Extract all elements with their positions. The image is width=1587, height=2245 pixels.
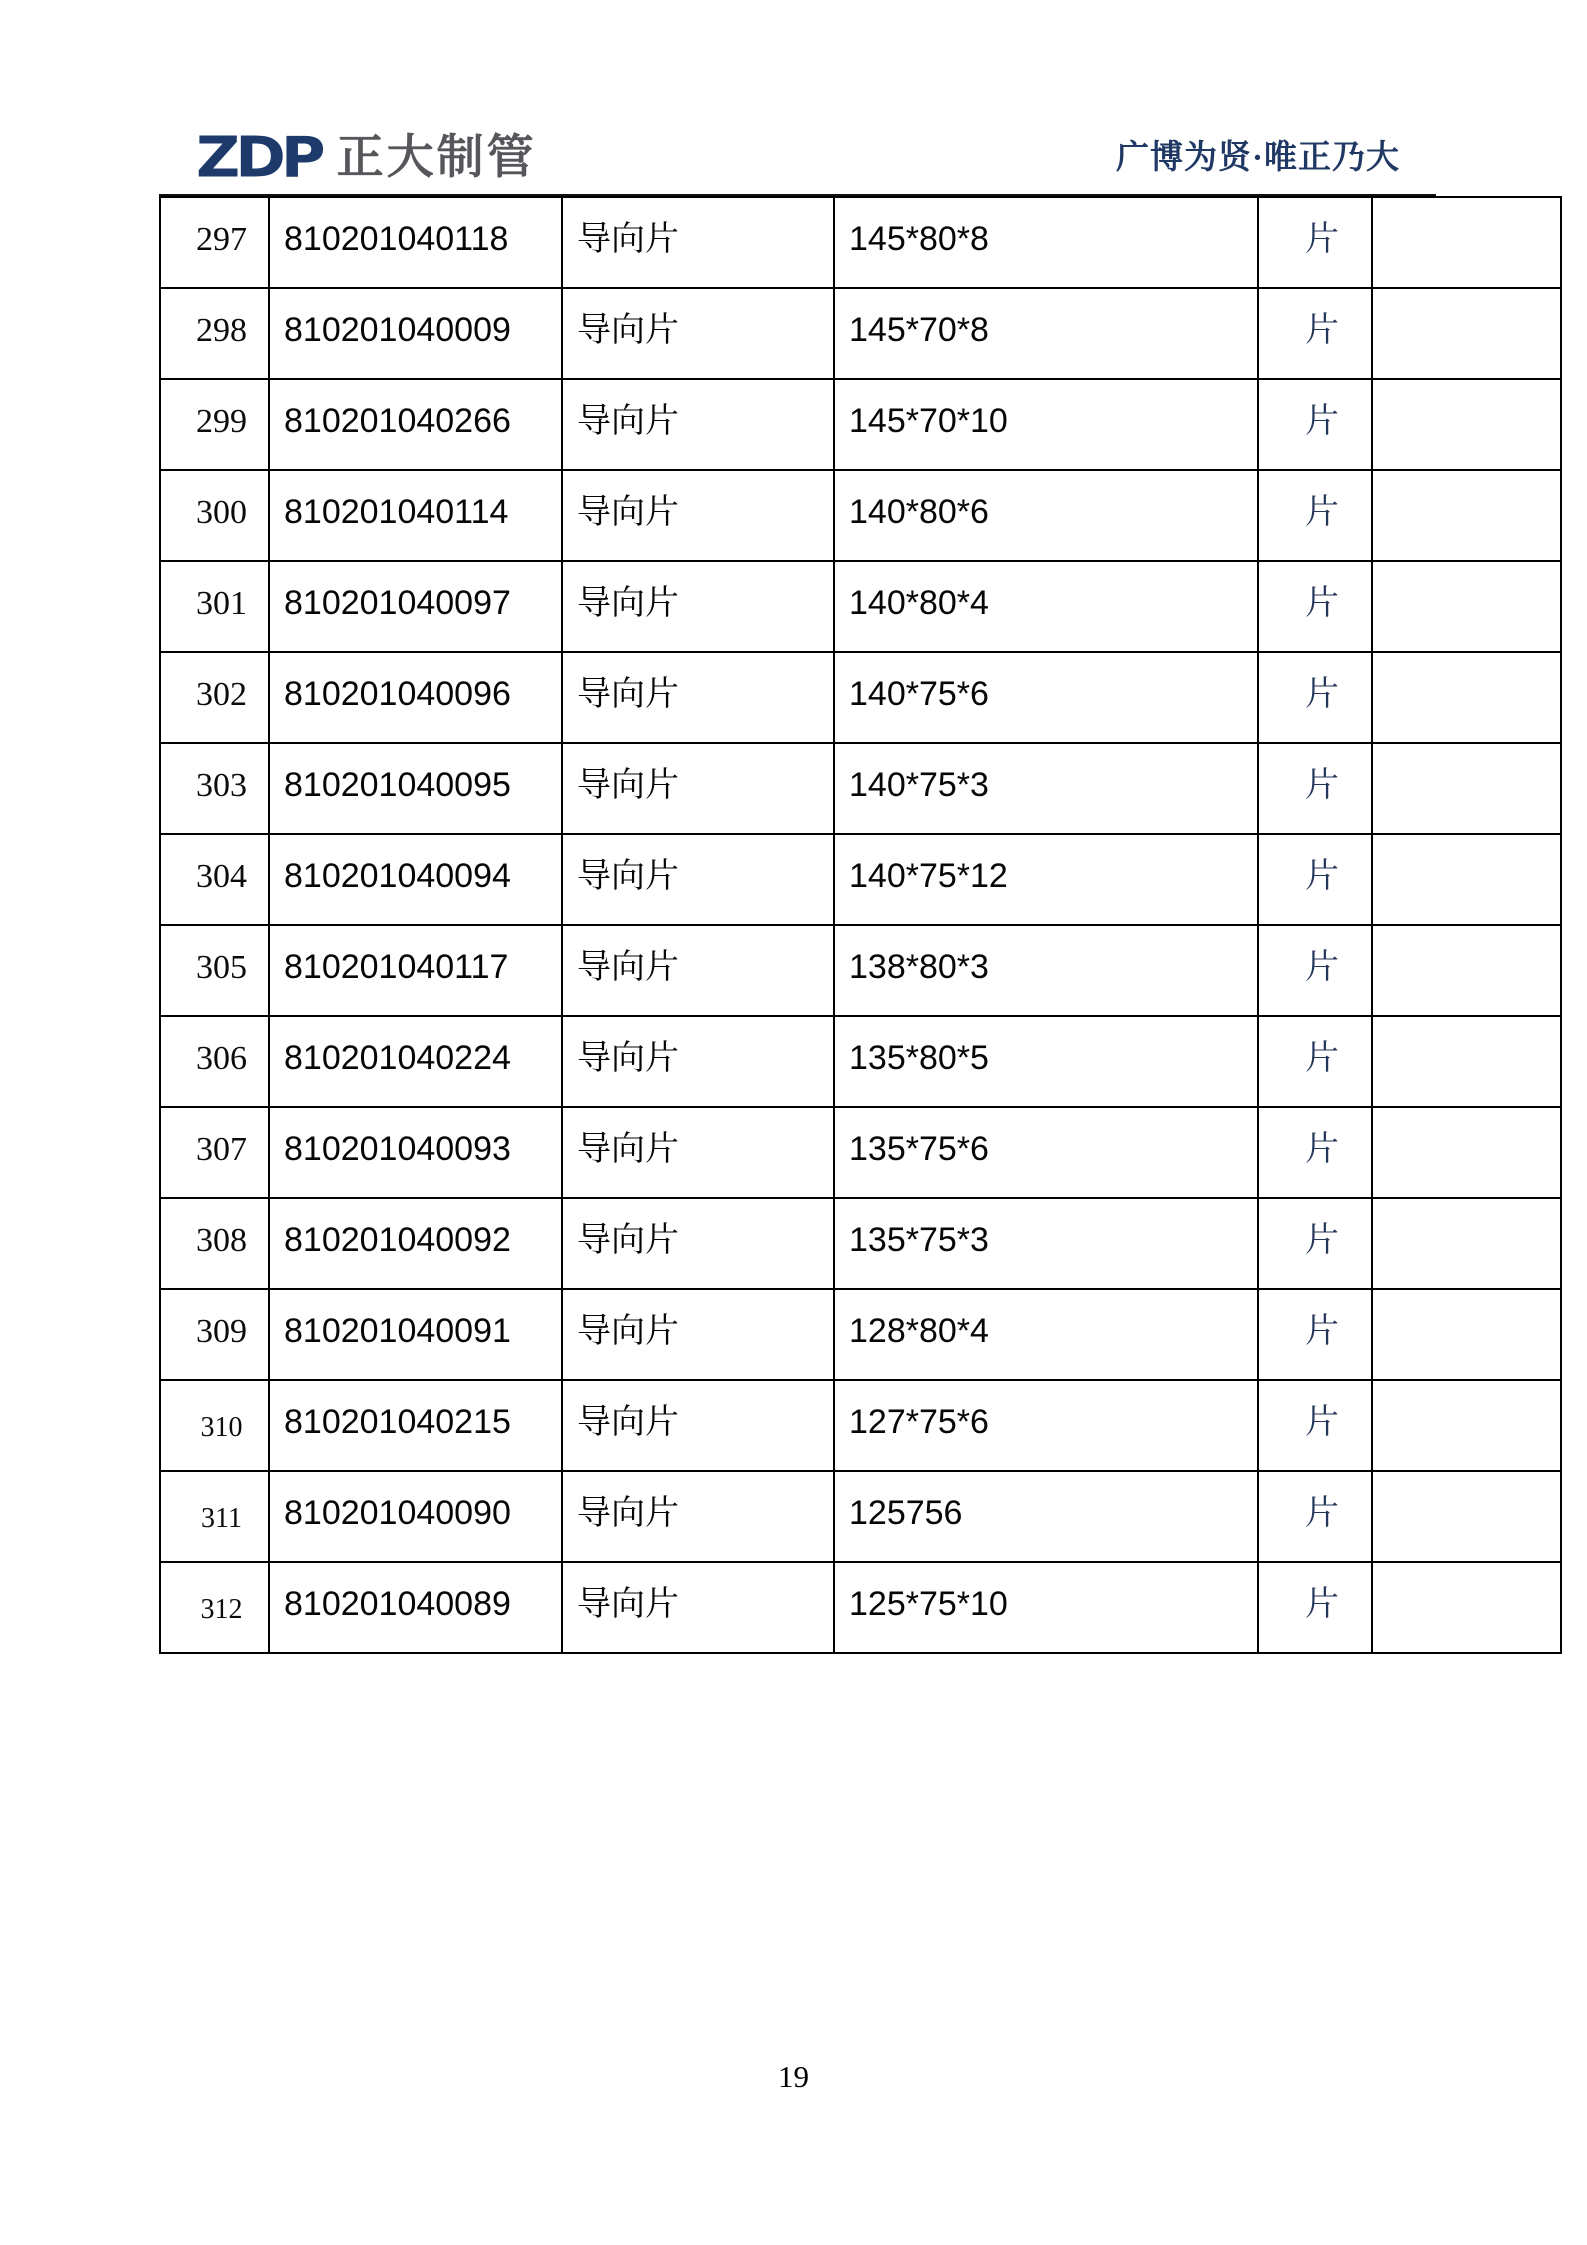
- unit-cell: 片: [1258, 834, 1372, 925]
- part-name-cell: 导向片: [562, 925, 834, 1016]
- spec-cell: 140*75*12: [834, 834, 1258, 925]
- part-name-cell: 导向片: [562, 1289, 834, 1380]
- spec-cell: 125756: [834, 1471, 1258, 1562]
- row-number-cell: 311: [160, 1471, 269, 1562]
- part-code-cell: 810201040224: [269, 1016, 562, 1107]
- note-cell: [1372, 561, 1561, 652]
- table-row: [160, 197, 1561, 288]
- row-number-cell: 301: [160, 561, 269, 652]
- spec-cell: 135*75*6: [834, 1107, 1258, 1198]
- part-code-cell: 810201040095: [269, 743, 562, 834]
- row-number-cell: 309: [160, 1289, 269, 1380]
- table-row: [160, 1198, 1561, 1289]
- row-number-cell: 298: [160, 288, 269, 379]
- row-number-cell: 303: [160, 743, 269, 834]
- table-row: [160, 379, 1561, 470]
- part-name-cell: 导向片: [562, 834, 834, 925]
- part-code-cell: 810201040114: [269, 470, 562, 561]
- part-code-cell: 810201040092: [269, 1198, 562, 1289]
- row-number-cell: 305: [160, 925, 269, 1016]
- parts-table: [159, 196, 1562, 1654]
- spec-cell: 140*80*6: [834, 470, 1258, 561]
- table-row: [160, 834, 1561, 925]
- part-code-cell: 810201040091: [269, 1289, 562, 1380]
- part-name-cell: 导向片: [562, 1562, 834, 1653]
- note-cell: [1372, 470, 1561, 561]
- part-code-cell: 810201040096: [269, 652, 562, 743]
- table-row: [160, 925, 1561, 1016]
- note-cell: [1372, 1107, 1561, 1198]
- note-cell: [1372, 743, 1561, 834]
- part-name-cell: 导向片: [562, 1107, 834, 1198]
- note-cell: [1372, 1380, 1561, 1471]
- row-number-cell: 300: [160, 470, 269, 561]
- unit-cell: 片: [1258, 470, 1372, 561]
- spec-cell: 145*80*8: [834, 197, 1258, 288]
- part-name-cell: 导向片: [562, 561, 834, 652]
- part-code-cell: 810201040090: [269, 1471, 562, 1562]
- unit-cell: 片: [1258, 1107, 1372, 1198]
- spec-cell: 145*70*10: [834, 379, 1258, 470]
- part-name-cell: 导向片: [562, 652, 834, 743]
- table-row: [160, 1380, 1561, 1471]
- part-name-cell: 导向片: [562, 379, 834, 470]
- part-code-cell: 810201040009: [269, 288, 562, 379]
- unit-cell: 片: [1258, 1380, 1372, 1471]
- note-cell: [1372, 1198, 1561, 1289]
- unit-cell: 片: [1258, 743, 1372, 834]
- unit-cell: 片: [1258, 1198, 1372, 1289]
- row-number-cell: 310: [160, 1380, 269, 1471]
- unit-cell: 片: [1258, 925, 1372, 1016]
- unit-cell: 片: [1258, 1016, 1372, 1107]
- table-row: [160, 743, 1561, 834]
- row-number-cell: 299: [160, 379, 269, 470]
- spec-cell: 140*80*4: [834, 561, 1258, 652]
- unit-cell: 片: [1258, 561, 1372, 652]
- part-name-cell: 导向片: [562, 1198, 834, 1289]
- unit-cell: 片: [1258, 379, 1372, 470]
- spec-cell: 145*70*8: [834, 288, 1258, 379]
- note-cell: [1372, 1016, 1561, 1107]
- part-code-cell: 810201040266: [269, 379, 562, 470]
- part-name-cell: 导向片: [562, 197, 834, 288]
- company-logo: [196, 124, 537, 190]
- logo-company-name: 正大制管: [336, 129, 537, 185]
- row-number-cell: 304: [160, 834, 269, 925]
- spec-cell: 135*80*5: [834, 1016, 1258, 1107]
- table-row: [160, 288, 1561, 379]
- part-name-cell: 导向片: [562, 1471, 834, 1562]
- part-code-cell: 810201040089: [269, 1562, 562, 1653]
- note-cell: [1372, 1289, 1561, 1380]
- part-code-cell: 810201040215: [269, 1380, 562, 1471]
- spec-cell: 135*75*3: [834, 1198, 1258, 1289]
- row-number-cell: 307: [160, 1107, 269, 1198]
- table-row: [160, 561, 1561, 652]
- unit-cell: 片: [1258, 197, 1372, 288]
- row-number-cell: 297: [160, 197, 269, 288]
- note-cell: [1372, 925, 1561, 1016]
- parts-table-body: [160, 197, 1561, 1653]
- table-row: [160, 1562, 1561, 1653]
- note-cell: [1372, 1471, 1561, 1562]
- logo-zdp-text: ZDP: [196, 124, 321, 190]
- row-number-cell: 302: [160, 652, 269, 743]
- unit-cell: 片: [1258, 1289, 1372, 1380]
- spec-cell: 128*80*4: [834, 1289, 1258, 1380]
- part-name-cell: 导向片: [562, 1380, 834, 1471]
- note-cell: [1372, 1562, 1561, 1653]
- note-cell: [1372, 379, 1561, 470]
- unit-cell: 片: [1258, 1471, 1372, 1562]
- table-row: [160, 470, 1561, 561]
- part-name-cell: 导向片: [562, 470, 834, 561]
- row-number-cell: 312: [160, 1562, 269, 1653]
- table-row: [160, 652, 1561, 743]
- table-row: [160, 1289, 1561, 1380]
- part-code-cell: 810201040118: [269, 197, 562, 288]
- unit-cell: 片: [1258, 1562, 1372, 1653]
- note-cell: [1372, 834, 1561, 925]
- row-number-cell: 306: [160, 1016, 269, 1107]
- table-row: [160, 1107, 1561, 1198]
- spec-cell: 140*75*6: [834, 652, 1258, 743]
- spec-cell: 140*75*3: [834, 743, 1258, 834]
- part-name-cell: 导向片: [562, 288, 834, 379]
- spec-cell: 127*75*6: [834, 1380, 1258, 1471]
- table-row: [160, 1471, 1561, 1562]
- unit-cell: 片: [1258, 652, 1372, 743]
- page-number: 19: [778, 2059, 809, 2094]
- spec-cell: 125*75*10: [834, 1562, 1258, 1653]
- note-cell: [1372, 197, 1561, 288]
- part-code-cell: 810201040097: [269, 561, 562, 652]
- part-code-cell: 810201040094: [269, 834, 562, 925]
- note-cell: [1372, 288, 1561, 379]
- row-number-cell: 308: [160, 1198, 269, 1289]
- note-cell: [1372, 652, 1561, 743]
- table-row: [160, 1016, 1561, 1107]
- spec-cell: 138*80*3: [834, 925, 1258, 1016]
- header-slogan: 广博为贤·唯正乃大: [1115, 140, 1400, 176]
- unit-cell: 片: [1258, 288, 1372, 379]
- part-name-cell: 导向片: [562, 743, 834, 834]
- part-code-cell: 810201040117: [269, 925, 562, 1016]
- part-name-cell: 导向片: [562, 1016, 834, 1107]
- part-code-cell: 810201040093: [269, 1107, 562, 1198]
